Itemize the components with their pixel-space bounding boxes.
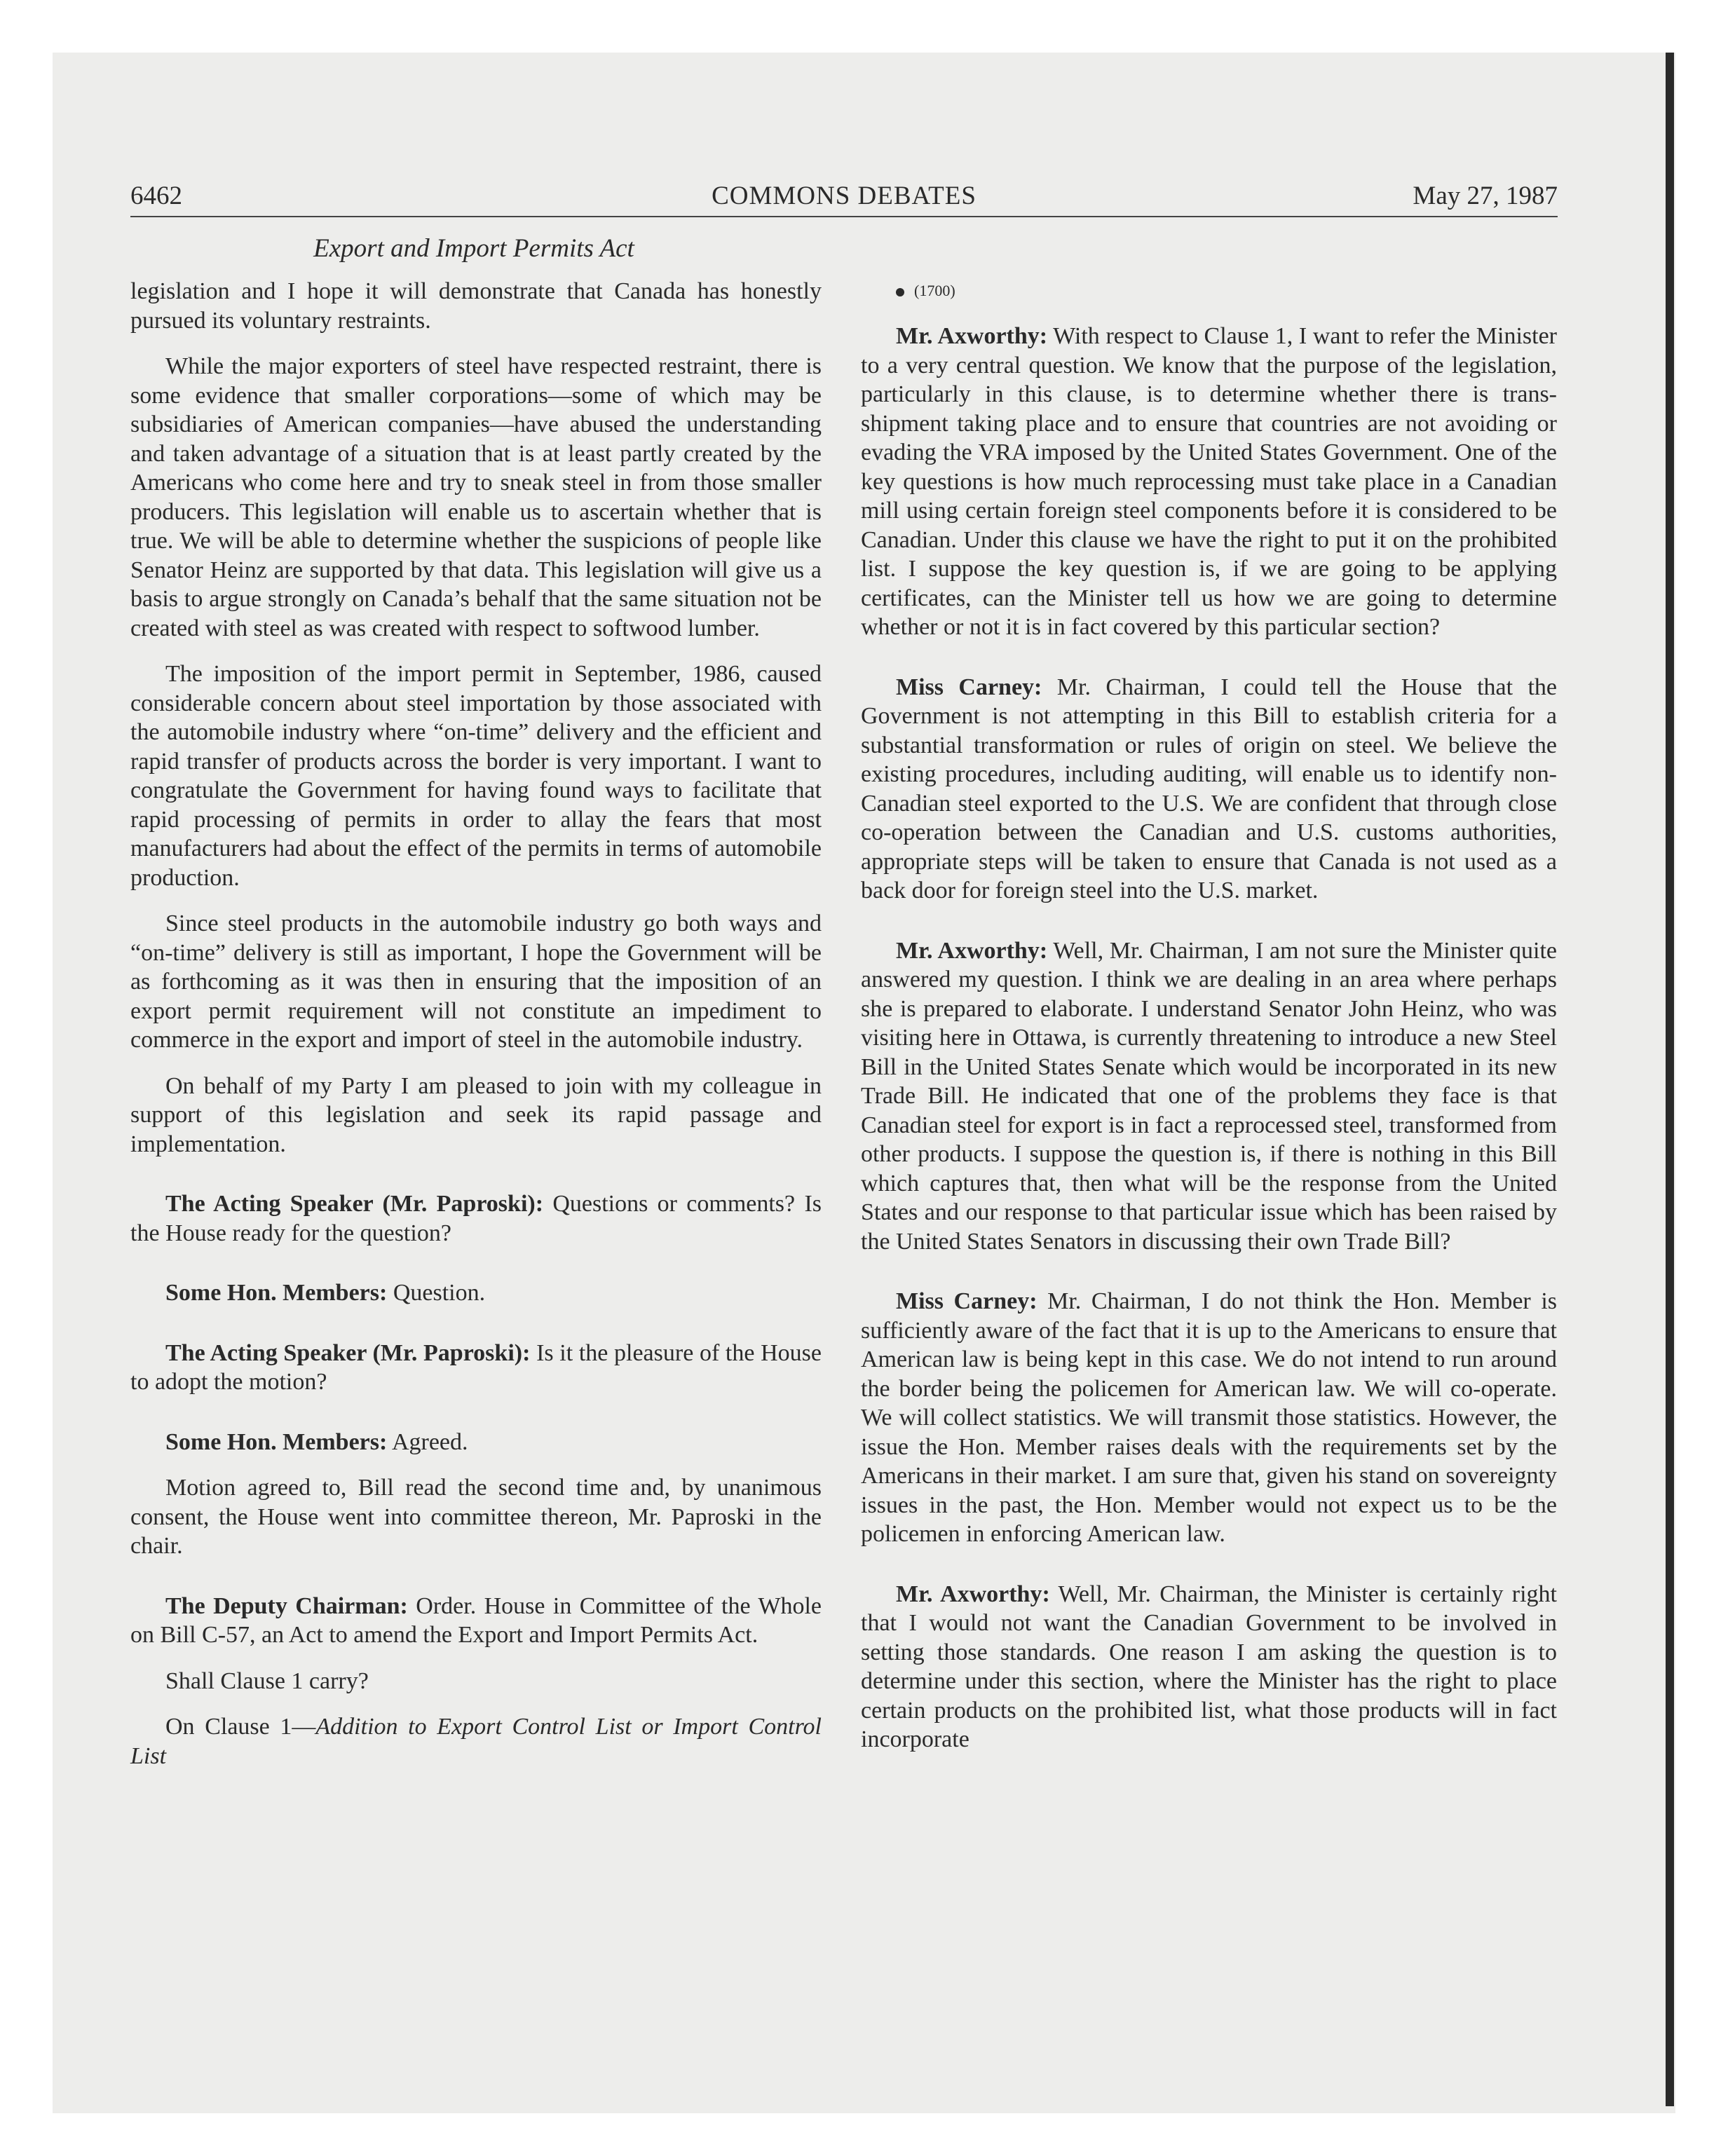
- speaker-name: Mr. Axworthy:: [896, 937, 1048, 964]
- paragraph: Shall Clause 1 carry?: [165, 1667, 369, 1694]
- speech-text: Order. House in Committee of the Whole on Bill C-57, an Act to amend the Export and Import Permits Act.: [130, 1592, 822, 1648]
- speech-text: Agreed.: [387, 1428, 468, 1455]
- clause-heading: [130, 1712, 822, 1770]
- speaker-name: Some Hon. Members:: [165, 1428, 388, 1455]
- speech-text: With respect to Clause 1, I want to refer the Minister to a very central question. We know that the purpose of the legislation, particularly in this clause, is to determine whether there is trans-shipment taking place and to ensure that countries are not avoiding or evading the VRA imposed by the United States Government. One of the key questions is how much reprocessing must take place in a Canadian mill using certain foreign steel components before it is considered to be Canadian. Under this clause we have the right to put it on the prohibited list. I suppose the key question is, if we are going to be applying certificates, can the Minister tell us how we are going to determine whether or not it is in fact covered by this particular section?: [861, 323, 1557, 640]
- page-number: 6462: [130, 182, 182, 210]
- speech-text: Mr. Chairman, I do not think the Hon. Member is sufficiently aware of the fact that it is up to the Americans to ensure that American law is being kept in this case. We do not intend to run around the border being the policemen for American law. We will co-operate. We will collect statistics. We will transmit those statistics. However, the issue the Hon. Member raises deals with the requirements set by the Americans in their market. I am sure that, given his stand on sovereignty issues in the past, the Hon. Member would not expect us to be the policemen in enforcing American law.: [861, 1288, 1557, 1547]
- paragraph: Since steel products in the automobile industry go both ways and “on-time” delivery is still as important, I hope the Government will be as forthcoming as it was then in ensuring that the imposition of an export permit requirement will not constitute an impediment to commerce in the export and import of steel in the automobile industry.: [130, 910, 822, 1053]
- speech: [861, 673, 1557, 906]
- speech-text: Question.: [387, 1280, 486, 1306]
- speaker-name: The Deputy Chairman:: [165, 1592, 408, 1619]
- speech: [130, 1189, 822, 1248]
- paragraph: The imposition of the import permit in September, 1986, caused considerable concern about steel importation by those associated with the automobile industry where “on-time” delivery and the efficient and rapid transfer of products across the border is very important. I want to congratulate the Government for having found ways to facilitate that rapid processing of permits in order to allay the fears that most manufacturers had about the effect of the permits in terms of automobile production.: [130, 661, 822, 891]
- paragraph: legislation and I hope it will demonstrate that Canada has honestly pursued its voluntary restraints.: [130, 278, 822, 334]
- speaker-name: Some Hon. Members:: [165, 1280, 388, 1306]
- speech-text: Well, Mr. Chairman, the Minister is certainly right that I would not want the Canadian Government to be involved in setting those standards. One reason I am asking the question is to determine under this section, where the Minister has the right to place certain products on the prohibited list, what those products will in fact incorporate: [861, 1581, 1558, 1752]
- speaker-name: Mr. Axworthy:: [896, 323, 1048, 349]
- speech-text: Is it the pleasure of the House to adopt the motion?: [130, 1339, 822, 1395]
- speaker-name: Miss Carney:: [896, 674, 1042, 700]
- scan-edge-bar: [1666, 53, 1674, 2106]
- timestamp: [861, 277, 1557, 305]
- speaker-name: The Acting Speaker (Mr. Paproski):: [165, 1339, 531, 1366]
- speech: [130, 1592, 822, 1650]
- speech-text: Questions or comments? Is the House ready for the question?: [130, 1191, 822, 1246]
- publication-title: COMMONS DEBATES: [712, 182, 977, 210]
- page-header: [130, 181, 1558, 217]
- speech-text: Well, Mr. Chairman, I am not sure the Minister quite answered my question. I think we are dealing in an area where perhaps she is prepared to elaborate. I understand Senator John Heinz, who was visiting here in Ottawa, is currently threatening to introduce a new Steel Bill in the United States Senate which would be incorporated in its new Trade Bill. He indicated that one of the problems they face is that Canadian steel for export is in fact a reprocessed steel, transformed from other products. I suppose the question is, if there is nothing in this Bill which captures that, then what will be the response from the United States and our response to that particular issue which has been raised by the United States Senators in discussing their own Trade Bill?: [861, 937, 1557, 1255]
- speech: [130, 1278, 822, 1308]
- paragraph: Motion agreed to, Bill read the second time and, by unanimous consent, the House went into committee thereon, Mr. Paproski in the chair.: [130, 1475, 822, 1559]
- speech: [130, 1339, 822, 1397]
- speech: [130, 1428, 822, 1457]
- speaker-name: Mr. Axworthy:: [896, 1581, 1050, 1607]
- speech-text: Mr. Chairman, I could tell the House that the Government is not attempting in this Bill to establish criteria for a substantial transformation or rules of origin on steel. We believe the existing procedures, including auditing, will enable us to identify non-Canadian steel exported to the U.S. We are confident that through close co-operation between the Canadian and U.S. customs authorities, appropriate steps will be taken to ensure that Canada is not used as a back door for foreign steel into the U.S. market.: [861, 674, 1557, 903]
- right-column: [861, 277, 1557, 1771]
- speaker-name: Miss Carney:: [896, 1288, 1037, 1314]
- clause-title: Addition to Export Control List or Import Control List: [130, 1714, 822, 1769]
- speech: [861, 322, 1557, 642]
- timestamp-text: (1700): [914, 282, 955, 299]
- running-head: Export and Import Permits Act: [313, 234, 634, 263]
- speech: [861, 1580, 1557, 1754]
- bullet-icon: [896, 288, 904, 296]
- paragraph: While the major exporters of steel have respected restraint, there is some evidence that smaller corporations—some of which may be subsidiaries of American companies—have abused the understanding and taken advantage of a situation that is at least partly created by the Americans who come here and try to sneak steel in from those smaller producers. This legislation will enable us to ascertain whether that is true. We will be able to determine whether the suspicions of people like Senator Heinz are supported by that data. This legislation will give us a basis to argue strongly on Canada’s behalf that the same situation not be created with steel as was created with respect to softwood lumber.: [130, 353, 822, 641]
- clause-lead: On Clause 1—: [165, 1714, 316, 1740]
- publication-date: May 27, 1987: [1413, 182, 1558, 210]
- left-column: [130, 277, 822, 1787]
- paragraph: On behalf of my Party I am pleased to join with my colleague in support of this legislation and seek its rapid passage and implementation.: [130, 1072, 822, 1157]
- speech: [861, 936, 1557, 1257]
- speaker-name: The Acting Speaker (Mr. Paproski):: [165, 1191, 544, 1217]
- speech: [861, 1287, 1557, 1549]
